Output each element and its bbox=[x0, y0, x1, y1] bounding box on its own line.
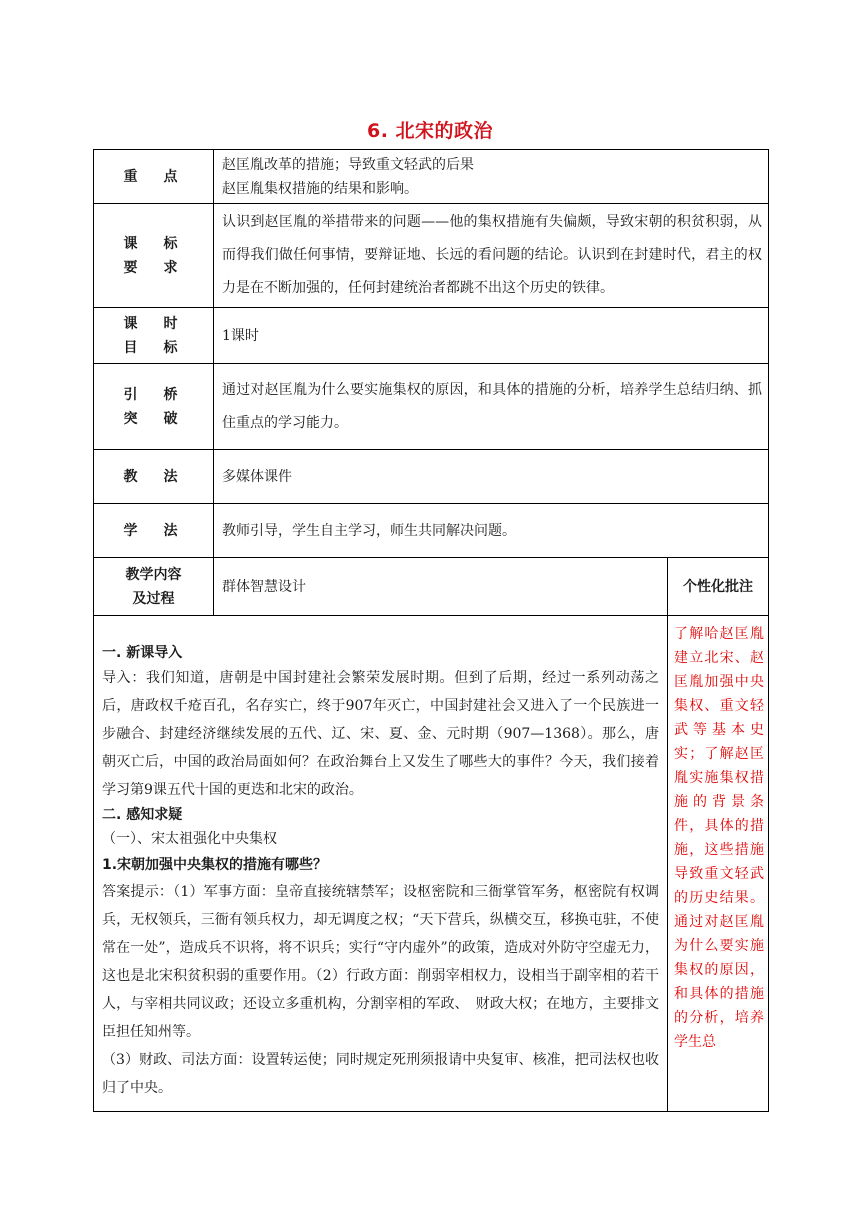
value-hours: 1课时 bbox=[214, 308, 769, 364]
page-title: 6. 北宋的政治 bbox=[366, 120, 494, 142]
answer-1: 答案提示：（1）军事方面：皇帝直接统辖禁军；设枢密院和三衙掌管军务，枢密院有权调兵，无权领兵，三衙有领兵权力，却无调度之权；“天下营兵，纵横交互，移换屯驻，不使常在一处”，造成兵不识将，将不识兵；实行“守内虚外”的政策，造成对外防守空虚无力，这也是北宋积贫积弱的重要作用。（2）行政方面：削弱宰相权力，设相当于副宰相的若干人，与宰相共同议政；还设立多重机构，分割宰相的军政、 财政大权；在地方，主要排文臣担任知州等。 bbox=[102, 884, 659, 1040]
section-2-heading: 二. 感知求疑 bbox=[102, 807, 183, 823]
row-teaching-method bbox=[94, 450, 769, 504]
value-teaching-method: 多媒体课件 bbox=[214, 450, 769, 504]
section-1-text: 导入：我们知道，唐朝是中国封建社会繁荣发展时期。但到了后期，经过一系列动荡之后，唐政权千疮百孔，名存实亡，终于907年灭亡，中国封建社会又进入了一个民族进一步融合、封建经济继续发展的五代、辽、宋、夏、金、元时期（907—1368）。那么，唐朝灭亡后，中国的政治局面如何？在政治舞台上又发生了哪些大的事件？今天，我们接着学习第9课五代十国的更迭和北宋的政治。 bbox=[102, 670, 659, 798]
label-key-points: 重 点 bbox=[94, 150, 214, 204]
row-content bbox=[94, 616, 769, 1112]
design-header: 群体智慧设计 bbox=[214, 558, 668, 616]
label-learning-method: 学 法 bbox=[94, 504, 214, 558]
value-breakthrough: 通过对赵匡胤为什么要实施集权的原因，和具体的措施的分析，培养学生总结归纳、抓住重点的学习能力。 bbox=[214, 364, 769, 450]
answer-1-end: （3）财政、司法方面：设置转运使；同时规定死刑须报请中央复审、核准，把司法权也收归了中央。 bbox=[102, 1052, 659, 1096]
label-standard-line-1: 课 标 bbox=[123, 235, 184, 252]
row-key-points bbox=[94, 150, 769, 204]
annotation-header: 个性化批注 bbox=[668, 558, 769, 616]
label-process-line-2: 及过程 bbox=[132, 590, 175, 607]
label-process-line-1: 教学内容 bbox=[125, 566, 182, 583]
label-teaching-method: 教 法 bbox=[94, 450, 214, 504]
label-hours bbox=[94, 308, 214, 364]
section-1-heading: 一. 新课导入 bbox=[102, 645, 183, 661]
label-breakthrough-line-1: 引 桥 bbox=[123, 386, 184, 403]
lesson-plan-table bbox=[93, 149, 769, 1112]
row-hours bbox=[94, 308, 769, 364]
row-learning-method bbox=[94, 504, 769, 558]
value-key-points bbox=[214, 150, 769, 204]
label-standard-line-2: 要 求 bbox=[123, 259, 184, 276]
question-1: 1.宋朝加强中央集权的措施有哪些？ bbox=[102, 857, 328, 873]
key-point-line-1: 赵匡胤改革的措施；导致重文轻武的后果 bbox=[222, 156, 474, 173]
lesson-content bbox=[94, 616, 668, 1112]
row-breakthrough bbox=[94, 364, 769, 450]
personal-annotation: 了解哈赵匡胤建立北宋、赵匡胤加强中央集权、重文轻武等基本史实；了解赵匡胤实施集权措施的背景条件，具体的措施，这些措施导致重文轻武的历史结果。通过对赵匡胤为什么要实施集权的原因，和具体的措施的分析，培养学生总 bbox=[668, 616, 769, 1112]
label-breakthrough bbox=[94, 364, 214, 450]
row-process-header bbox=[94, 558, 769, 616]
key-point-line-2: 赵匡胤集权措施的结果和影响。 bbox=[222, 180, 418, 197]
label-hours-line-1: 课 时 bbox=[123, 315, 184, 332]
label-breakthrough-line-2: 突 破 bbox=[123, 410, 184, 427]
label-hours-line-2: 目 标 bbox=[123, 339, 184, 356]
row-standard bbox=[94, 204, 769, 308]
label-process bbox=[94, 558, 214, 616]
label-standard bbox=[94, 204, 214, 308]
section-2-subheading: （一）、宋太祖强化中央集权 bbox=[102, 831, 277, 847]
value-standard: 认识到赵匡胤的举措带来的问题——他的集权措施有失偏颇，导致宋朝的积贫积弱，从而得我们做任何事情，要辩证地、长远的看问题的结论。认识到在封建时代，君主的权力是在不断加强的，任何封建统治者都跳不出这个历史的铁律。 bbox=[214, 204, 769, 308]
value-learning-method: 教师引导，学生自主学习，师生共同解决问题。 bbox=[214, 504, 769, 558]
